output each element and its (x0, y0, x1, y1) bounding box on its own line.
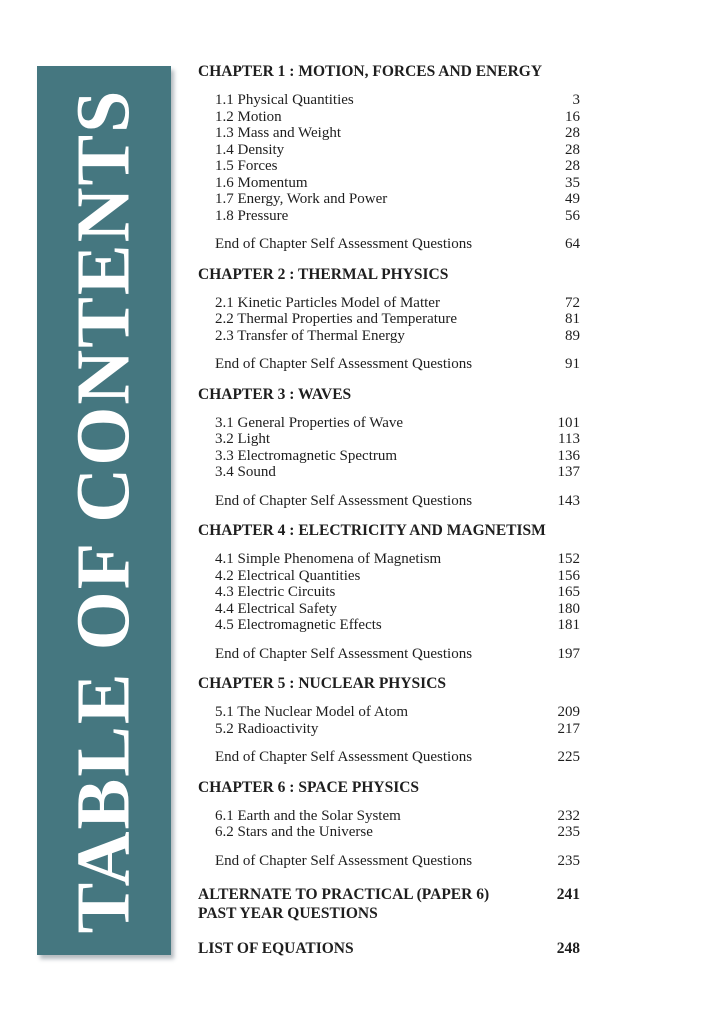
extra-entry-page-number: 248 (556, 940, 580, 957)
toc-entry-label: 4.3 Electric Circuits (215, 584, 336, 600)
toc-entry-page-number: 156 (557, 567, 580, 584)
chapter-title: CHAPTER 6 : SPACE PHYSICS (198, 778, 420, 796)
end-of-chapter-entry-label: End of Chapter Self Assessment Questions (215, 356, 473, 372)
toc-entry-page-number: 235 (557, 824, 580, 840)
extra-entry-page-number: 241 (556, 886, 580, 903)
chapter-title: CHAPTER 2 : THERMAL PHYSICS (198, 265, 449, 283)
toc-entry-page-number: 181 (557, 617, 580, 633)
toc-entry-page-number: 28 (565, 141, 580, 158)
chapter-block (198, 63, 580, 253)
extra-entry-label: ALTERNATE TO PRACTICAL (PAPER 6) PAST YEAR QUESTIONS (198, 886, 490, 922)
toc-entry-label: 3.1 General Properties of Wave (215, 414, 404, 431)
end-of-chapter-entry-page-number: 64 (565, 236, 580, 252)
toc-entry-page-number: 28 (565, 158, 580, 174)
toc-entry-page-number: 152 (557, 551, 580, 567)
chapter-title: CHAPTER 1 : MOTION, FORCES AND ENERGY (198, 63, 543, 80)
toc-entry-page-number: 101 (557, 414, 580, 431)
toc-entry (198, 415, 580, 432)
toc-entry (198, 824, 580, 841)
end-of-chapter-entry (198, 493, 580, 510)
end-of-chapter-entry-page-number: 143 (557, 492, 580, 509)
chapter-title: CHAPTER 3 : WAVES (198, 385, 352, 403)
end-of-chapter-entry (198, 749, 580, 766)
toc-entry (198, 158, 580, 175)
toc-entry-label: 4.4 Electrical Safety (215, 600, 338, 617)
toc-entry (198, 464, 580, 481)
toc-entry-label: 6.1 Earth and the Solar System (215, 807, 401, 824)
toc-entry-label: 1.5 Forces (215, 158, 278, 174)
chapter-title: CHAPTER 5 : NUCLEAR PHYSICS (198, 675, 447, 692)
extra-entry (198, 885, 580, 923)
end-of-chapter-entry-label: End of Chapter Self Assessment Questions (215, 749, 473, 765)
toc-entry (198, 431, 580, 448)
toc-entry-label: 2.1 Kinetic Particles Model of Matter (215, 294, 440, 311)
toc-entry (198, 125, 580, 142)
toc-entry-page-number: 217 (557, 720, 580, 737)
toc-entry-label: 3.2 Light (215, 431, 270, 447)
toc-entry (198, 448, 580, 465)
toc-entry-page-number: 136 (557, 447, 580, 464)
toc-entry-page-number: 89 (565, 327, 580, 344)
toc-entry (198, 704, 580, 721)
toc-entry (198, 311, 580, 328)
chapter-block (198, 675, 580, 766)
toc-entry-label: 2.3 Transfer of Thermal Energy (215, 327, 405, 344)
toc-entry-page-number: 165 (557, 584, 580, 600)
toc-entry-label: 1.6 Momentum (215, 174, 308, 191)
toc-entry-label: 5.2 Radioactivity (215, 720, 319, 737)
toc-entry-page-number: 232 (557, 807, 580, 824)
toc-entry-label: 1.1 Physical Quantities (215, 92, 354, 108)
toc-entry (198, 92, 580, 109)
toc-banner-title: TABLE OF CONTENTS (61, 88, 146, 933)
toc-entry (198, 721, 580, 738)
toc-entry (198, 142, 580, 159)
end-of-chapter-entry-page-number: 235 (557, 852, 580, 869)
end-of-chapter-entry (198, 646, 580, 663)
chapter-block (198, 386, 580, 510)
chapter-block (198, 779, 580, 870)
toc-entry-page-number: 113 (558, 431, 580, 447)
toc-entry-label: 1.2 Motion (215, 108, 282, 125)
toc-entry-page-number: 56 (565, 207, 580, 224)
end-of-chapter-entry-page-number: 225 (557, 749, 580, 765)
end-of-chapter-entry (198, 236, 580, 253)
toc-entry-page-number: 28 (565, 125, 580, 141)
end-of-chapter-entry-label: End of Chapter Self Assessment Questions (215, 236, 473, 252)
toc-entry (198, 601, 580, 618)
toc-entry-label: 4.5 Electromagnetic Effects (215, 617, 382, 633)
toc-entry-page-number: 49 (565, 191, 580, 207)
toc-banner (37, 66, 171, 955)
toc-entry (198, 208, 580, 225)
toc-entry-page-number: 3 (572, 92, 580, 108)
toc-entry (198, 328, 580, 345)
toc-entry (198, 551, 580, 568)
toc-entry-page-number: 137 (557, 464, 580, 480)
end-of-chapter-entry-label: End of Chapter Self Assessment Questions (215, 645, 473, 662)
toc-entry-label: 1.3 Mass and Weight (215, 125, 342, 141)
toc-entry-page-number: 180 (557, 600, 580, 617)
toc-entry-label: 4.1 Simple Phenomena of Magnetism (215, 551, 442, 567)
toc-entry-label: 1.4 Density (215, 141, 285, 158)
toc-entry-page-number: 81 (565, 311, 580, 327)
toc-entry-label: 6.2 Stars and the Universe (215, 824, 373, 840)
extra-entry (198, 939, 580, 958)
end-of-chapter-entry-page-number: 91 (565, 356, 580, 372)
chapter-block (198, 266, 580, 373)
toc-entry-label: 5.1 The Nuclear Model of Atom (215, 704, 409, 720)
toc-entry-label: 3.3 Electromagnetic Spectrum (215, 447, 398, 464)
end-of-chapter-entry (198, 356, 580, 373)
end-of-chapter-entry-label: End of Chapter Self Assessment Questions (215, 492, 473, 509)
toc-entry-label: 3.4 Sound (215, 464, 276, 480)
toc-entry-page-number: 16 (565, 108, 580, 125)
end-of-chapter-entry (198, 853, 580, 870)
toc-entry (198, 617, 580, 634)
chapter-block (198, 522, 580, 662)
end-of-chapter-entry-label: End of Chapter Self Assessment Questions (215, 852, 473, 869)
end-of-chapter-entry-page-number: 197 (557, 645, 580, 662)
toc-entry (198, 295, 580, 312)
toc-entry-label: 4.2 Electrical Quantities (215, 567, 361, 584)
toc-entry-label: 1.7 Energy, Work and Power (215, 191, 388, 207)
toc-entry-page-number: 35 (565, 174, 580, 191)
chapter-title: CHAPTER 4 : ELECTRICITY AND MAGNETISM (198, 522, 546, 539)
toc-entry-label: 2.2 Thermal Properties and Temperature (215, 311, 458, 327)
toc-entry (198, 109, 580, 126)
toc-entry-label: 1.8 Pressure (215, 207, 289, 224)
extra-entry-label: LIST OF EQUATIONS (198, 940, 354, 957)
toc-entry-page-number: 209 (557, 704, 580, 720)
toc-entry (198, 191, 580, 208)
toc-entry-page-number: 72 (565, 294, 580, 311)
toc-entry (198, 584, 580, 601)
toc-entry (198, 568, 580, 585)
toc-entry (198, 175, 580, 192)
toc-main (198, 50, 580, 958)
toc-entry (198, 808, 580, 825)
